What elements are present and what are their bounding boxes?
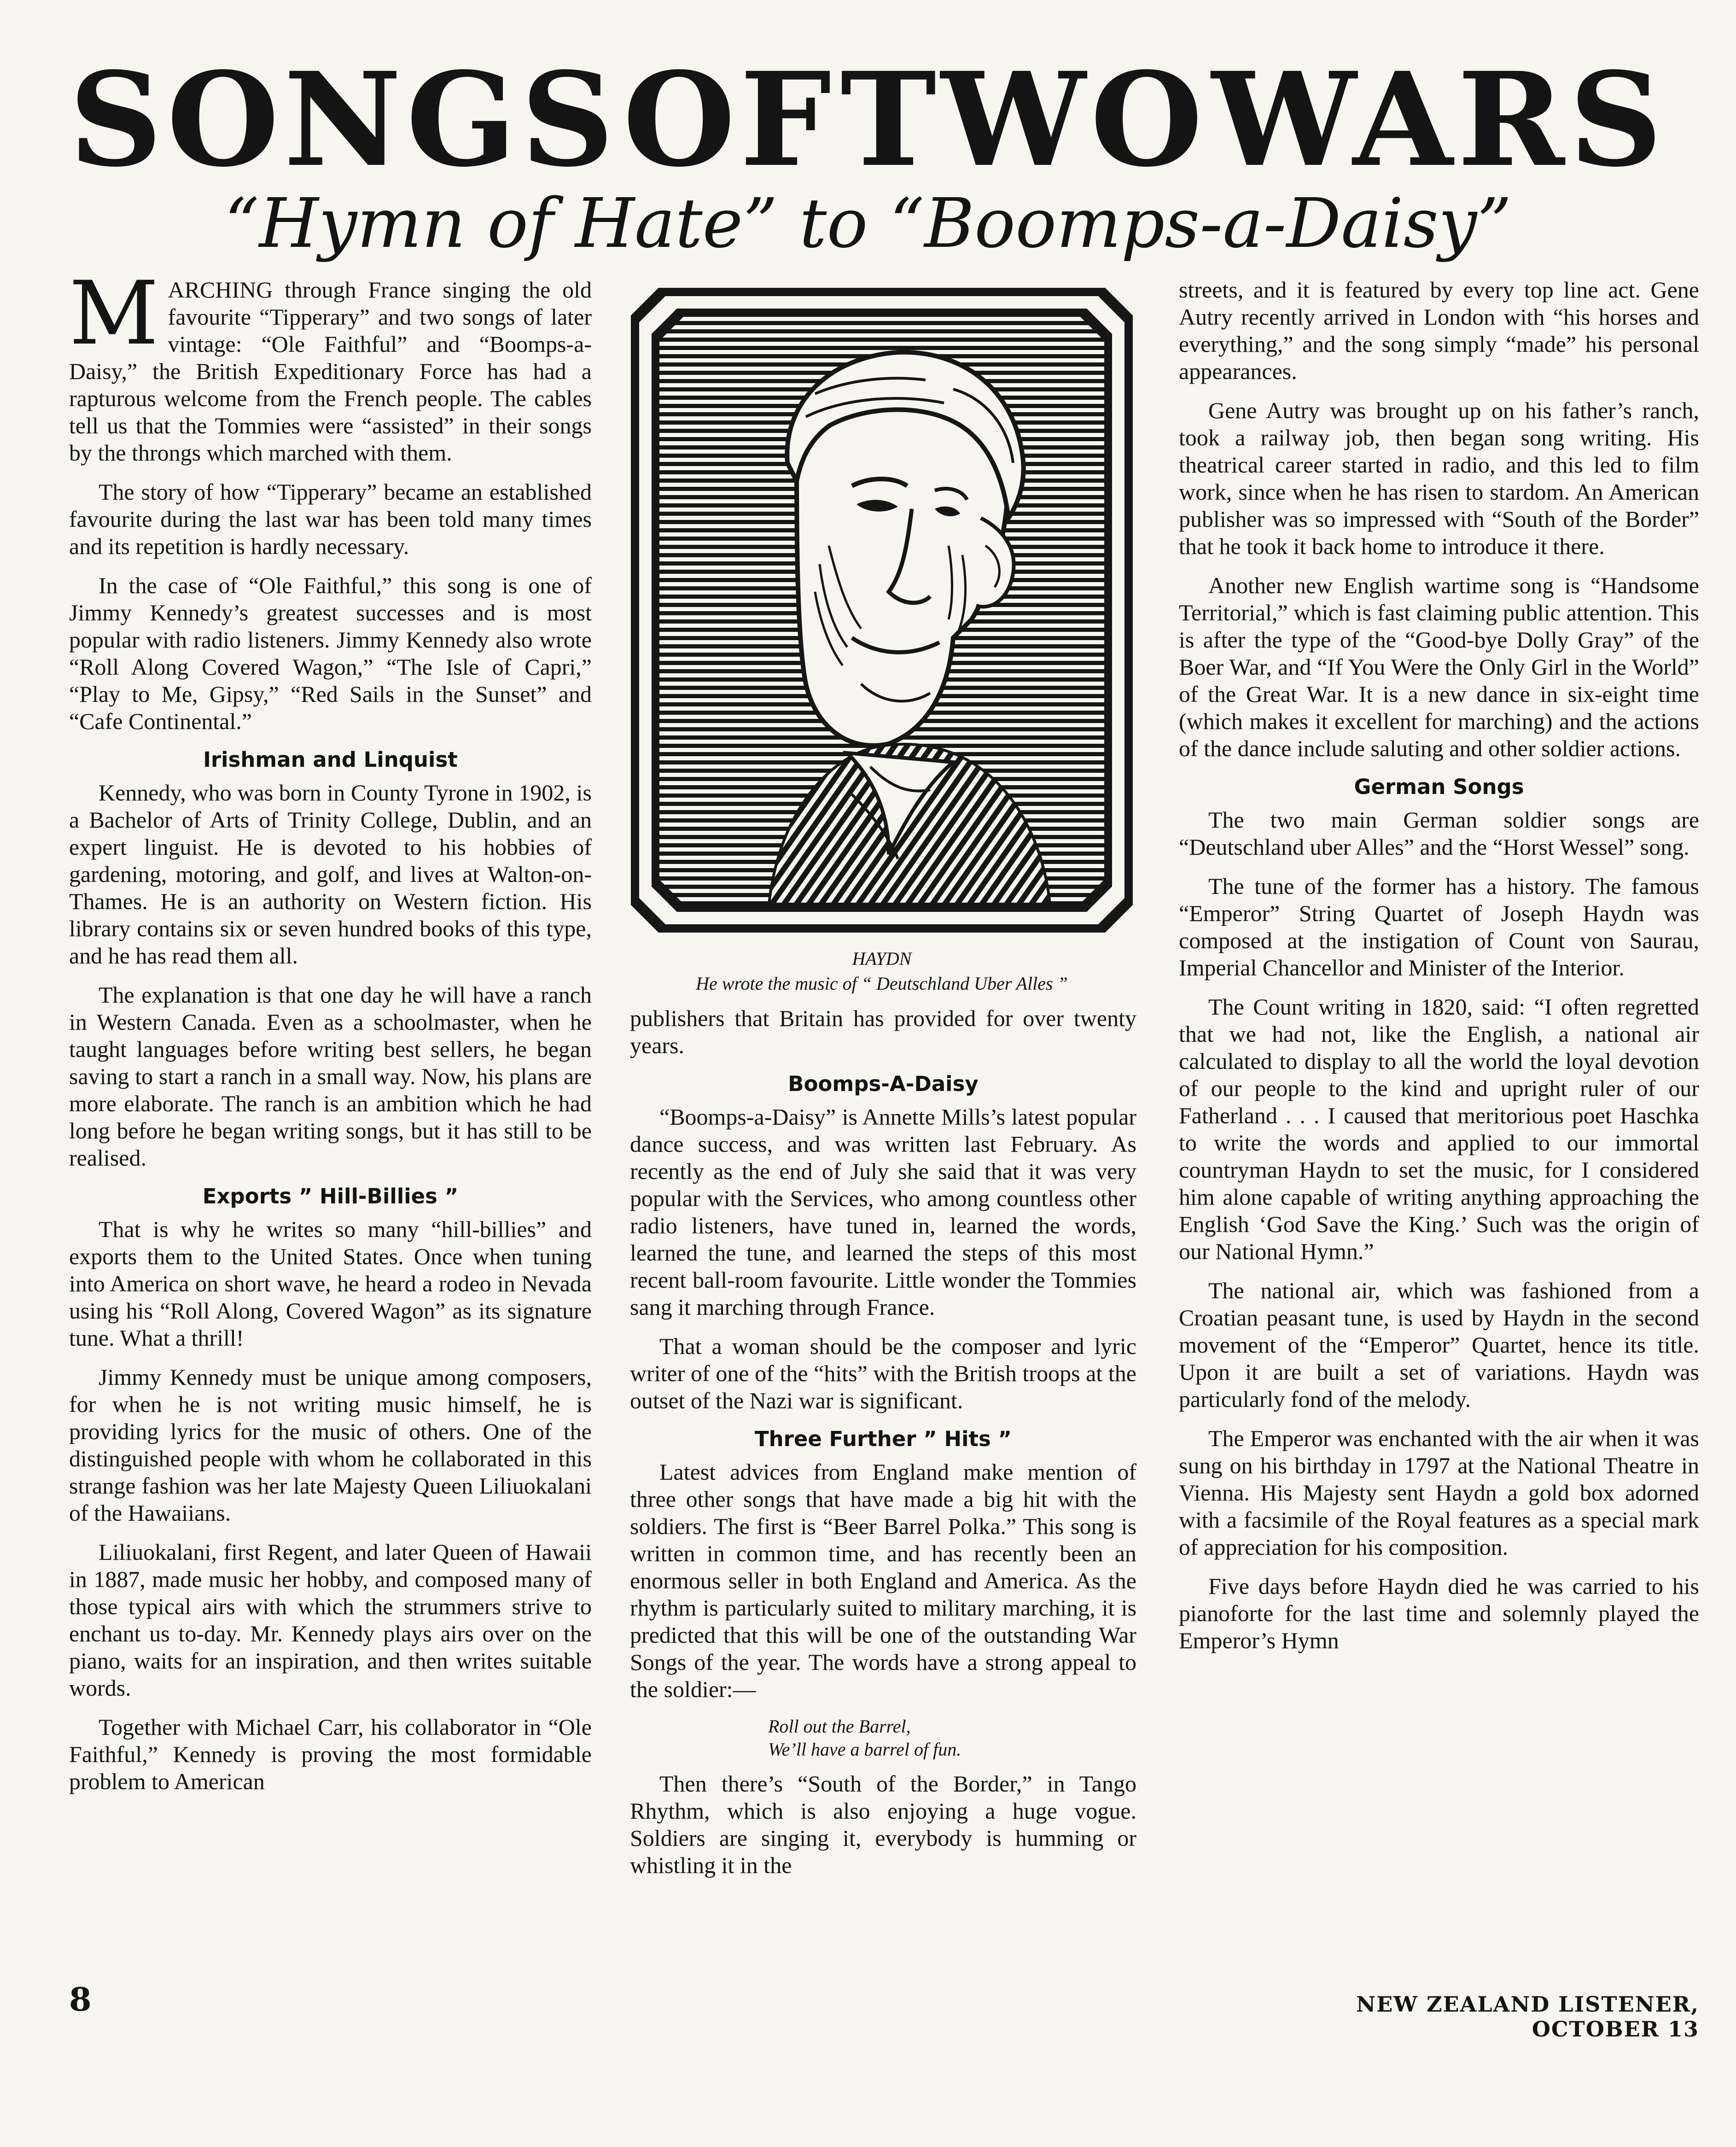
article-paragraph: Liliuokalani, first Regent, and later Queen of Hawaii in 1887, made music her hobby, and composed many of those typical airs with which the strummers strive to enchant us to-day. Mr. Kennedy plays airs over on the piano, waits for an inspiration, and then writes suitable words. <box>69 1539 592 1701</box>
section-heading: Boomps-A-Daisy <box>788 1072 979 1096</box>
article-paragraph: The tune of the former has a history. The famous “Emperor” String Quartet of Joseph Haydn was composed at the instigation of Count von Saurau, Imperial Chancellor and Minister of the Interior. <box>1179 873 1699 980</box>
article-paragraph: Kennedy, who was born in County Tyrone in 1902, is a Bachelor of Arts of Trinity College, Dublin, and an expert linguist. He is devoted to his hobbies of gardening, motoring, and golf, and lives at Walton-on-Thames. He is an authority on Western fiction. His library contains six or seven hundred books of this type, and he has read them all. <box>69 780 592 968</box>
song-lyrics <box>630 1715 1136 1761</box>
article-paragraph: “Boomps-a-Daisy” is Annette Mills’s latest popular dance success, and was written last February. As recently as the end of July she said that it was very popular with the Services, who among countless other radio listeners, have tuned in, learned the words, learned the tune, and learned the steps of this most recent ball-room favourite. Little wonder the Tommies sang it marching through France. <box>630 1104 1136 1320</box>
article-paragraph: The Count writing in 1820, said: “I often regretted that we had not, like the English, a national air calculated to display to all the world the loyal devotion of our people to the kind and upright ruler of our Fatherland . . . I caused that meritorious poet Haschka to write the words and applied to our immortal countryman Haydn to set the music, for I considered him alone capable of writing anything approaching the English ‘God Save the King.’ Such was the origin of our National Hymn.” <box>1179 994 1699 1264</box>
page-number: 8 <box>69 1980 92 2019</box>
section-heading: Three Further ” Hits ” <box>754 1427 1012 1451</box>
subheadline: “Hymn of Hate” to “Boomps-a-Daisy” <box>224 184 1512 263</box>
haydn-portrait-illustration <box>631 288 1133 933</box>
running-title: NEW ZEALAND LISTENER, OCTOBER 13 <box>1356 1992 1699 2042</box>
lyric-line: Roll out the Barrel, <box>768 1716 911 1737</box>
left-column <box>69 263 592 1807</box>
article-paragraph: That is why he writes so many “hill-billies” and exports them to the United States. Once when tuning into America on short wave, he heard a rodeo in Nevada using his “Roll Along, Covered Wagon” as its signature tune. What a thrill! <box>69 1216 592 1351</box>
headline-word: WARS <box>1212 44 1667 196</box>
drop-cap: M <box>69 263 159 364</box>
section-heading: German Songs <box>1354 775 1524 799</box>
illustration-caption <box>617 946 1147 996</box>
article-paragraph: Gene Autry was brought up on his father’s ranch, took a railway job, then began song writing. His theatrical career started in radio, and this led to film work, since when he has risen to stardom. An American publisher was so impressed with “South of the Border” that he took it back home to introduce it there. <box>1179 397 1699 559</box>
article-paragraph: That a woman should be the composer and lyric writer of one of the “hits” with the British troops at the outset of the Nazi war is significant. <box>630 1333 1136 1413</box>
caption-name: HAYDN <box>852 948 912 969</box>
article-paragraph: In the case of “Ole Faithful,” this song is one of Jimmy Kennedy’s greatest successes and is most popular with radio listeners. Jimmy Kennedy also wrote “Roll Along Covered Wagon,” “The Isle of Capri,” “Play to Me, Gipsy,” “Red Sails in the Sunset” and “Cafe Continental.” <box>69 572 592 734</box>
caption-text: He wrote the music of “ Deutschland Uber Alles ” <box>696 973 1068 994</box>
lyric-line: We’ll have a barrel of fun. <box>768 1739 961 1760</box>
article-paragraph: streets, and it is featured by every top line act. Gene Autry recently arrived in London with “his horses and everything,” and the song simply “made” his personal appearances. <box>1179 277 1699 384</box>
article-paragraph: Latest advices from England make mention of three other songs that have made a big hit with the soldiers. The first is “Beer Barrel Polka.” This song is written in common time, and has recently been an enormous seller in both England and America. As the rhythm is particularly suited to military marching, it is predicted that this will be one of the outstanding War Songs of the year. The words have a strong appeal to the soldier:— <box>630 1459 1136 1702</box>
headline-word: TWO <box>840 44 1207 196</box>
article-paragraph: MARCHING through France singing the old favourite “Tipperary” and two songs of later vintage: “Ole Faithful” and “Boomps-a-Daisy,” the British Expeditionary Force has had a rapturous welcome from the French people. The cables tell us that the Tommies were “assisted” in their songs by the throngs which marched with them. <box>69 263 592 466</box>
article-paragraph: publishers that Britain has provided for over twenty years. <box>630 1005 1136 1058</box>
headline-word: SONGS <box>69 44 619 196</box>
article-paragraph: The national air, which was fashioned from a Croatian peasant tune, is used by Haydn in the second movement of the “Emperor” Quartet, hence its title. Upon it are built a set of variations. Haydn was particularly fond of the melody. <box>1179 1278 1699 1412</box>
article-paragraph: Then there’s “South of the Border,” in Tango Rhythm, which is also enjoying a huge vogue. Soldiers are singing it, everybody is humming or whistling it in the <box>630 1771 1136 1878</box>
article-paragraph: The two main German soldier songs are “Deutschland uber Alles” and the “Horst Wessel” song. <box>1179 807 1699 860</box>
middle-column <box>630 1005 1136 1891</box>
article-paragraph: The explanation is that one day he will have a ranch in Western Canada. Even as a schoolmaster, when he taught languages before writing best sellers, he began saving to start a ranch in a small way. Now, his plans are more elaborate. The ranch is an ambition which he had long before he began writing songs, but it has still to be realised. <box>69 982 592 1171</box>
section-heading: Exports ” Hill-Billies ” <box>202 1184 459 1208</box>
article-paragraph: Five days before Haydn died he was carried to his pianoforte for the last time and solemnly played the Emperor’s Hymn <box>1179 1573 1699 1653</box>
article-paragraph: Together with Michael Carr, his collaborator in “Ole Faithful,” Kennedy is proving the most formidable problem to American <box>69 1714 592 1794</box>
article-paragraph: The Emperor was enchanted with the air when it was sung on his birthday in 1797 at the National Theatre in Vienna. His Majesty sent Haydn a gold box adorned with a facsimile of the Royal features as a special mark of appreciation for his composition. <box>1179 1425 1699 1560</box>
article-paragraph: Another new English wartime song is “Handsome Territorial,” which is fast claiming public attention. This is after the type of the “Good-bye Dolly Gray” of the Boer War, and “If You Were the Only Girl in the World” of the Great War. It is a new dance in six-eight time (which makes it excellent for marching) and the actions of the dance include saluting and other soldier actions. <box>1179 572 1699 761</box>
article-paragraph: The story of how “Tipperary” became an established favourite during the last war has been told many times and its repetition is hardly necessary. <box>69 479 592 559</box>
article-paragraph: Jimmy Kennedy must be unique among composers, for when he is not writing music himself, he is providing lyrics for the music of others. One of the distinguished people with whom he collaborated in this strange fashion was her late Majesty Queen Liliuokalani of the Hawaiians. <box>69 1364 592 1526</box>
headline-word: OF <box>623 44 836 196</box>
right-column <box>1179 276 1699 1666</box>
headline <box>69 44 1667 196</box>
section-heading: Irishman and Linquist <box>203 747 458 772</box>
